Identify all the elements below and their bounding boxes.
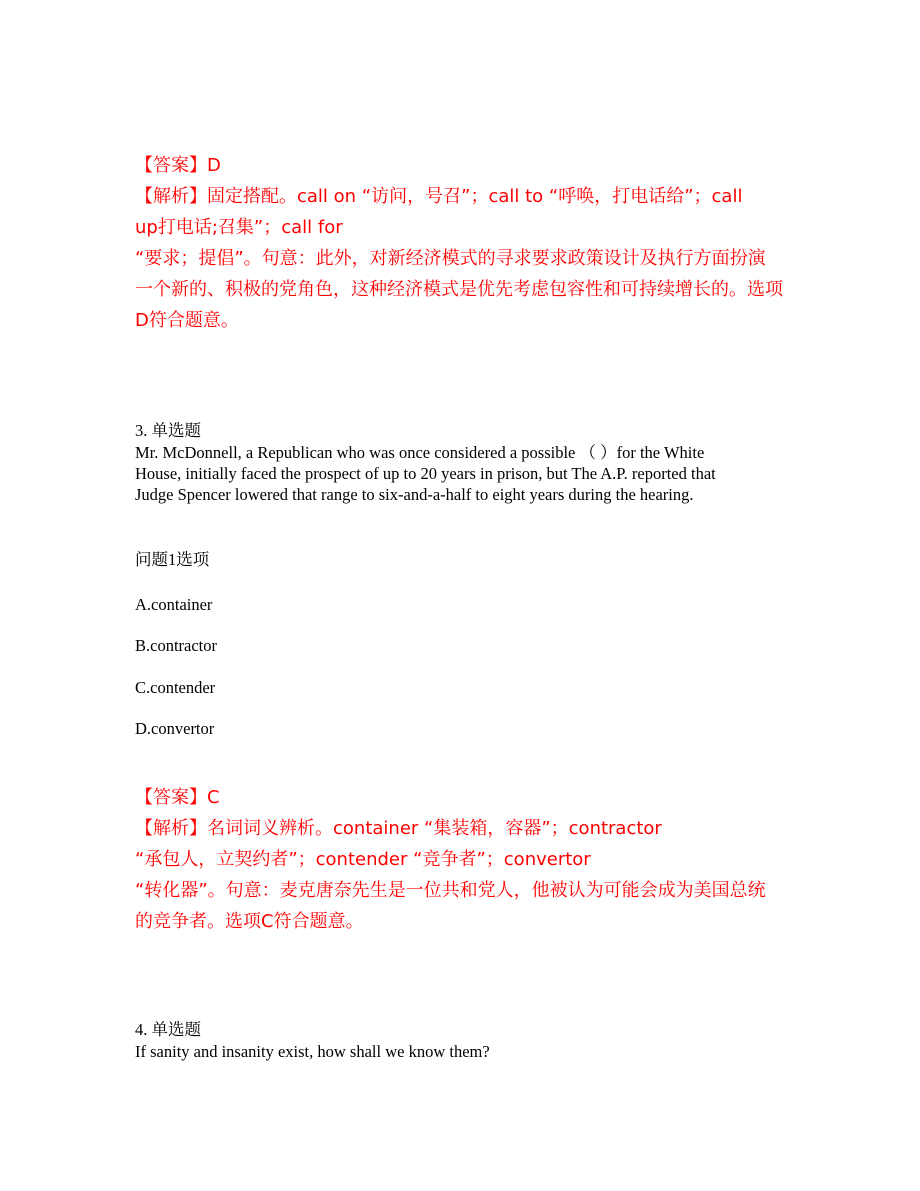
- q2-answer-section: [135, 150, 795, 336]
- q3-option-d[interactable]: D.convertor: [135, 719, 215, 738]
- q3-answer-section: [135, 782, 795, 937]
- q4-stem-line-1: If sanity and insanity exist, how shall we know them?: [135, 1042, 490, 1061]
- q3-stem-line-1: Mr. McDonnell, a Republican who was once considered a possible （ ）for the White: [135, 443, 705, 462]
- q2-analysis-line-4: 一个新的、积极的党角色，这种经济模式是优先考虑包容性和可持续增长的。选项: [135, 279, 783, 300]
- q3-options-heading: 问题1选项: [135, 550, 210, 569]
- q2-analysis-line-3: “要求；提倡”。句意：此外，对新经济模式的寻求要求政策设计及执行方面扮演: [135, 248, 766, 269]
- q4-title: 4. 单选题: [135, 1020, 201, 1039]
- q3-option-a[interactable]: A.container: [135, 595, 213, 614]
- q3-analysis-line-1: 【解析】名词词义辨析。container “集装箱，容器”；contractor: [135, 818, 662, 839]
- q3-section: [135, 420, 815, 505]
- q3-title: 3. 单选题: [135, 421, 201, 440]
- q3-analysis-line-4: 的竞争者。选项C符合题意。: [135, 911, 364, 932]
- q3-stem: [135, 442, 815, 505]
- q4-stem: [135, 1041, 815, 1062]
- q2-analysis-line-2: up打电话;召集”；call for: [135, 217, 343, 238]
- q3-answer: 【答案】C: [135, 787, 220, 808]
- q3-option-b[interactable]: B.contractor: [135, 636, 218, 655]
- q3-option-c[interactable]: C.contender: [135, 678, 216, 697]
- q2-answer: 【答案】D: [135, 155, 221, 176]
- q3-analysis-line-2: “承包人，立契约者”；contender “竞争者”；convertor: [135, 849, 591, 870]
- q3-stem-line-3: Judge Spencer lowered that range to six-and-a-half to eight years during the hearing.: [135, 485, 694, 504]
- q3-analysis-line-3: “转化器”。句意：麦克唐奈先生是一位共和党人，他被认为可能会成为美国总统: [135, 880, 766, 901]
- q3-stem-line-2: House, initially faced the prospect of up to 20 years in prison, but The A.P. reported that: [135, 464, 716, 483]
- q4-section: [135, 1019, 815, 1062]
- q2-analysis-line-5: D符合题意。: [135, 310, 239, 331]
- q2-analysis-line-1: 【解析】固定搭配。call on “访问，号召”；call to “呼唤，打电话给”；call: [135, 186, 743, 207]
